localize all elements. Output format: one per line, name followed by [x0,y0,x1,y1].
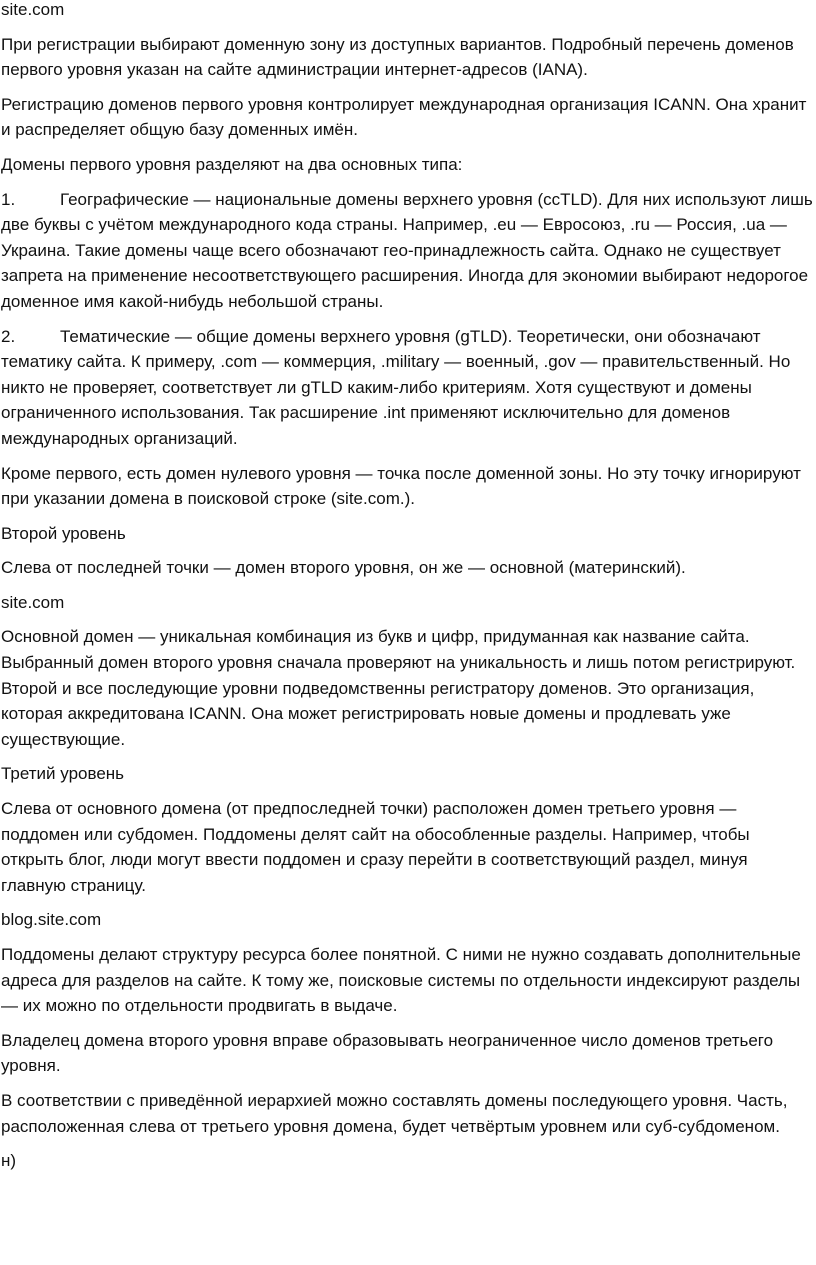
list-item-text: Тематические — общие домены верхнего уровня (gTLD). Теоретически, они обозначают тематику сайта. К примеру, .com — коммерция, .military — военный, .gov — правительственный. Но никто не проверяет, соответствует ли gTLD каким-либо критериям. Хотя существуют и домены ограниченного использования. Так расширение .int применяют исключительно для доменов международных организаций. [1,326,791,448]
example-domain: site.com [1,592,65,612]
paragraph-third-level: Слева от основного домена (от предпоследней точки) расположен домен третьего уровня — поддомен или субдомен. Поддомены делят сайт на обособленные разделы. Например, чтобы открыть блог, люди могут ввести поддомен и сразу перейти в соответствующий раздел, минуя главную страницу. [1,799,750,895]
paragraph-main-domain: Основной домен — уникальная комбинация из букв и цифр, придуманная как название сайта. Выбранный домен второго уровня сначала проверяют на уникальность и лишь потом регистрируют. Второй и все последующие уровни подведомственны регистратору доменов. Это организация, которая аккредитована ICANN. Она может регистрировать новые домены и продлевать уже существующие. [1,627,796,749]
section-heading-second-level: Второй уровень [1,523,126,543]
paragraph-subdomain-benefits: Поддомены делают структуру ресурса более понятной. С ними не нужно создавать дополнительные адреса для разделов на сайте. К тому же, поисковые системы по отдельности индексируют разделы — их можно по отдельности продвигать в выдаче. [1,945,801,1016]
paragraph-types-intro: Домены первого уровня разделяют на два основных типа: [1,154,463,174]
trailing-fragment: н) [1,1151,17,1171]
paragraph-zero-level: Кроме первого, есть домен нулевого уровня — точка после доменной зоны. Но эту точку игнорируют при указании домена в поисковой строке (site.com.). [1,463,801,509]
list-item-text: Географические — национальные домены верхнего уровня (ccTLD). Для них используют лишь две буквы с учётом международного кода страны. Например, .eu — Евросоюз, .ru — Россия, .ua — Украина. Такие домены чаще всего обозначают гео-принадлежность сайта. Однако не существует запрета на применение несоответствующего расширения. Иногда для экономии выбирают недорогое доменное имя какой-нибудь небольшой страны. [1,189,813,311]
list-item: 2. Тематические — общие домены верхнего уровня (gTLD). Теоретически, они обозначают тематику сайта. К примеру, .com — коммерция, .military — военный, .gov — правительственный. Но никто не проверяет, соответствует ли gTLD каким-либо критериям. Хотя существуют и домены ограниченного использования. Так расширение .int применяют исключительно для доменов международных организаций. [1,324,814,452]
section-heading-third-level: Третий уровень [1,764,125,784]
paragraph-icann: Регистрацию доменов первого уровня контролирует международная организация ICANN. Она хранит и распределяет общую базу доменных имён. [1,94,807,140]
list-item: 1. Географические — национальные домены верхнего уровня (ccTLD). Для них используют лишь две буквы с учётом международного кода страны. Например, .eu — Евросоюз, .ru — Россия, .ua — Украина. Такие домены чаще всего обозначают гео-принадлежность сайта. Однако не существует запрета на применение несоответствующего расширения. Иногда для экономии выбирают недорогое доменное имя какой-нибудь небольшой страны. [1,187,814,315]
example-domain: site.com [1,0,65,19]
example-subdomain: blog.site.com [1,910,102,930]
paragraph-fourth-level: В соответствии с приведённой иерархией можно составлять домены последующего уровня. Часть, расположенная слева от третьего уровня домена, будет четвёртым уровнем или суб-субдоменом. [1,1090,788,1136]
paragraph-second-level: Слева от последней точки — домен второго уровня, он же — основной (материнский). [1,558,686,578]
paragraph-registration: При регистрации выбирают доменную зону из доступных вариантов. Подробный перечень доменов первого уровня указан на сайте администрации интернет-адресов (IANA). [1,34,794,80]
paragraph-owner-rights: Владелец домена второго уровня вправе образовывать неограниченное число доменов третьего уровня. [1,1030,774,1076]
